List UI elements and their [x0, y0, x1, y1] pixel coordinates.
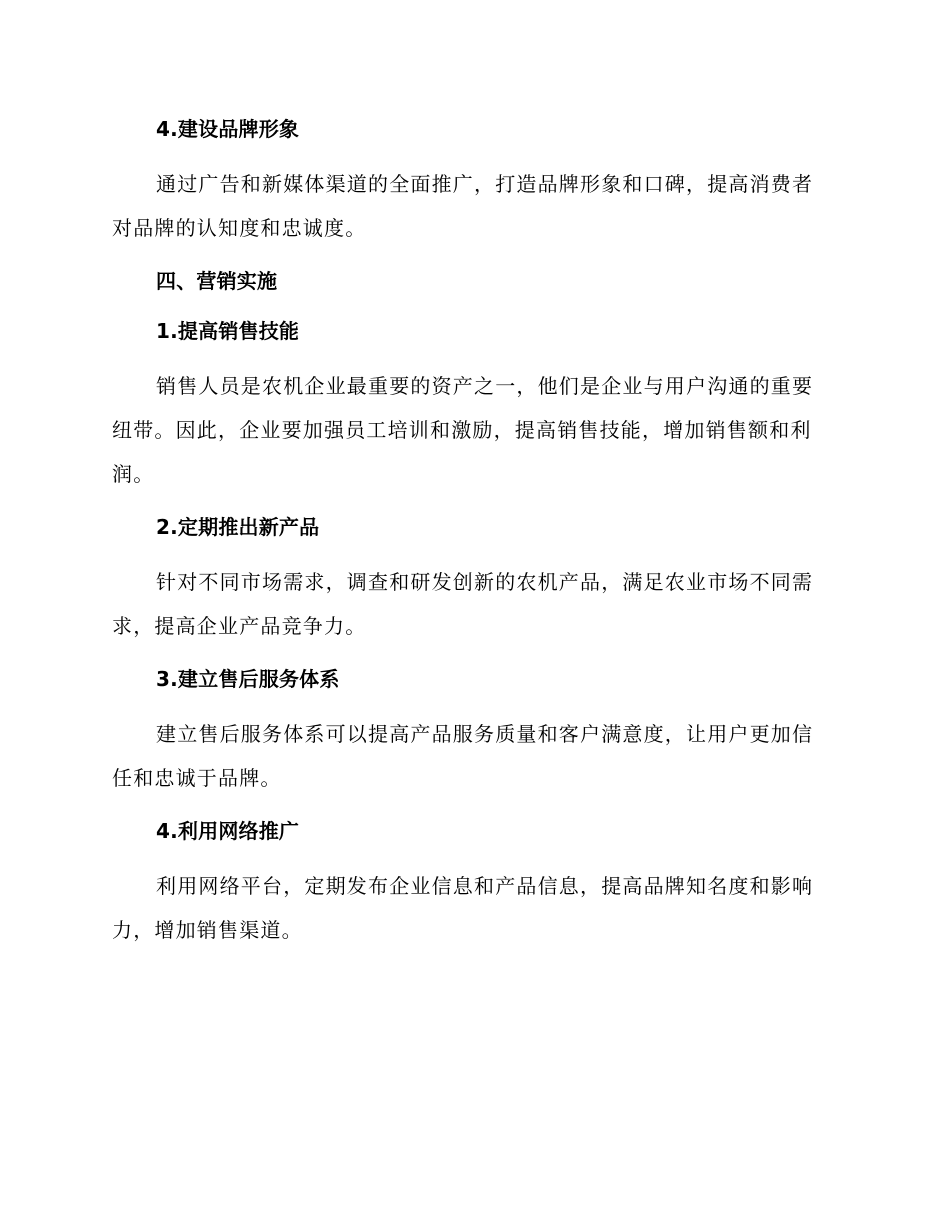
paragraph-line: 力，增加销售渠道。 — [112, 918, 303, 942]
paragraph-line: 润。 — [112, 462, 155, 486]
paragraph-line: 建立售后服务体系可以提高产品服务质量和客户满意度，让用户更加信 — [156, 722, 814, 746]
paragraph-line: 纽带。因此，企业要加强员工培训和激励，提高销售技能，增加销售额和利 — [112, 418, 812, 442]
section-heading-brand-image: 4.建设品牌形象 — [156, 117, 300, 141]
paragraph-line: 利用网络平台，定期发布企业信息和产品信息，提高品牌知名度和影响 — [156, 874, 814, 898]
chapter-heading-marketing-implementation: 四、营销实施 — [156, 269, 278, 293]
paragraph-new-products — [112, 560, 838, 648]
paragraph-line: 销售人员是农机企业最重要的资产之一，他们是企业与用户沟通的重要 — [156, 374, 814, 398]
paragraph-after-sales — [112, 712, 838, 800]
paragraph-brand-image — [112, 162, 838, 250]
section-heading-sales-skills: 1.提高销售技能 — [156, 319, 300, 343]
paragraph-online-promotion — [112, 864, 838, 952]
paragraph-line: 对品牌的认知度和忠诚度。 — [112, 216, 367, 240]
section-heading-online-promotion: 4.利用网络推广 — [156, 819, 300, 843]
paragraph-line: 针对不同市场需求，调查和研发创新的农机产品，满足农业市场不同需 — [156, 570, 814, 594]
section-heading-new-products: 2.定期推出新产品 — [156, 515, 320, 539]
paragraph-sales-skills — [112, 364, 838, 496]
document-page — [112, 112, 838, 966]
section-heading-after-sales: 3.建立售后服务体系 — [156, 667, 340, 691]
paragraph-line: 求，提高企业产品竞争力。 — [112, 614, 367, 638]
paragraph-line: 任和忠诚于品牌。 — [112, 766, 282, 790]
paragraph-line: 通过广告和新媒体渠道的全面推广，打造品牌形象和口碑，提高消费者 — [156, 172, 814, 196]
